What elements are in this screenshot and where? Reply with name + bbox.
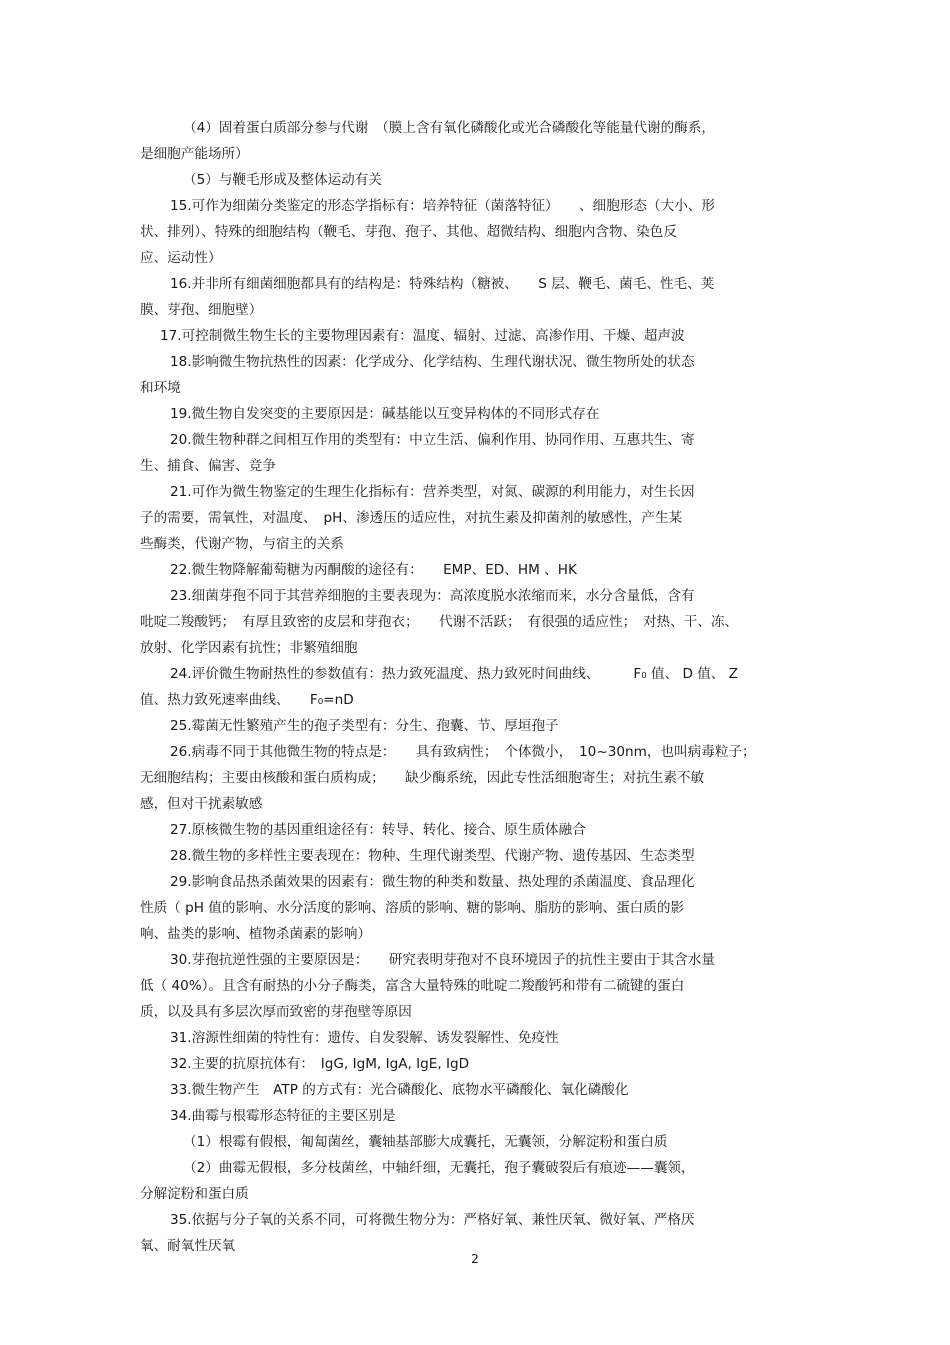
text-line: 感，但对干扰素敏感 (140, 796, 263, 812)
text-line: 放射、化学因素有抗性；非繁殖细胞 (140, 640, 358, 656)
text-line: 质，以及具有多层次厚而致密的芽孢壁等原因 (140, 1004, 412, 1020)
text-line: 吡啶二羧酸钙； 有厚且致密的皮层和芽孢衣； 代谢不活跃； 有很强的适应性； 对热、干、冻、 (140, 614, 739, 630)
text-line: 生、捕食、偏害、竞争 (140, 458, 276, 474)
text-line: 分解淀粉和蛋白质 (140, 1186, 249, 1202)
text-line: 29.影响食品热杀菌效果的因素有：微生物的种类和数量、热处理的杀菌温度、食品理化 (170, 874, 695, 890)
text-line: （2）曲霉无假根，多分枝菌丝，中轴纤细，无囊托，孢子囊破裂后有痕迹——囊领， (183, 1160, 695, 1176)
text-line: 34.曲霉与根霉形态特征的主要区别是 (170, 1108, 396, 1124)
text-line: 和环境 (140, 380, 181, 396)
text-line: 15.可作为细菌分类鉴定的形态学指标有：培养特征（菌落特征） 、细胞形态（大小、形 (170, 198, 715, 214)
text-line: 是细胞产能场所） (140, 146, 249, 162)
text-line: 23.细菌芽孢不同于其营养细胞的主要表现为：高浓度脱水浓缩而来，水分含量低，含有 (170, 588, 695, 604)
text-line: 17.可控制微生物生长的主要物理因素有：温度、辐射、过滤、高渗作用、干燥、超声波 (160, 328, 685, 344)
document-body (140, 116, 840, 1260)
text-line: （4）固着蛋白质部分参与代谢 （膜上含有氧化磷酸化或光合磷酸化等能量代谢的酶系， (183, 120, 716, 136)
text-line: 27.原核微生物的基因重组途径有：转导、转化、接合、原生质体融合 (170, 822, 586, 838)
text-line: 16.并非所有细菌细胞都具有的结构是：特殊结构（糖被、 S 层、鞭毛、菌毛、性毛、荚 (170, 276, 715, 292)
text-line: 25.霉菌无性繁殖产生的孢子类型有：分生、孢囊、节、厚垣孢子 (170, 718, 559, 734)
text-line: 33.微生物产生 ATP 的方式有：光合磷酸化、底物水平磷酸化、氧化磷酸化 (170, 1082, 629, 1098)
text-line: 性质（ pH 值的影响、水分活度的影响、溶质的影响、糖的影响、脂肪的影响、蛋白质的影 (140, 900, 685, 916)
text-line: 膜、芽孢、细胞壁） (140, 302, 263, 318)
text-line: 22.微生物降解葡萄糖为丙酮酸的途径有： EMP、ED、HM 、HK (170, 562, 577, 578)
text-line: 些酶类，代谢产物，与宿主的关系 (140, 536, 344, 552)
text-line: 35.依据与分子氧的关系不同，可将微生物分为：严格好氧、兼性厌氧、微好氧、严格厌 (170, 1212, 695, 1228)
text-line: 24.评价微生物耐热性的参数值有：热力致死温度、热力致死时间曲线、 F₀ 值、 D 值、 Z (170, 666, 739, 682)
text-line: 31.溶源性细菌的特性有：遗传、自发裂解、诱发裂解性、免疫性 (170, 1030, 559, 1046)
text-line: 氧、耐氧性厌氧 (140, 1238, 236, 1254)
text-line: 响、盐类的影响、植物杀菌素的影响） (140, 926, 372, 942)
page-number: 2 (471, 1252, 479, 1266)
text-line: 26.病毒不同于其他微生物的特点是： 具有致病性； 个体微小， 10~30nm，也叫病毒粒子； (170, 744, 756, 760)
text-line: 32.主要的抗原抗体有： IgG, IgM, IgA, IgE, IgD (170, 1056, 470, 1072)
text-line: （5）与鞭毛形成及整体运动有关 (183, 172, 382, 188)
text-line: 低（ 40%）。且含有耐热的小分子酶类，富含大量特殊的吡啶二羧酸钙和带有二硫键的蛋白 (140, 978, 685, 994)
text-line: 28.微生物的多样性主要表现在：物种、生理代谢类型、代谢产物、遗传基因、生态类型 (170, 848, 695, 864)
text-line: 19.微生物自发突变的主要原因是：碱基能以互变异构体的不同形式存在 (170, 406, 600, 422)
text-line: 子的需要，需氧性，对温度、 pH、渗透压的适应性，对抗生素及抑菌剂的敏感性，产生某 (140, 510, 683, 526)
text-line: 值、热力致死速率曲线、 F₀=nD (140, 692, 354, 708)
text-line: 应、运动性） (140, 250, 222, 266)
text-line: 30.芽孢抗逆性强的主要原因是： 研究表明芽孢对不良环境因子的抗性主要由于其含水量 (170, 952, 715, 968)
text-line: （1）根霉有假根，匍匐菌丝，囊轴基部膨大成囊托，无囊领，分解淀粉和蛋白质 (183, 1134, 668, 1150)
text-line: 18.影响微生物抗热性的因素：化学成分、化学结构、生理代谢状况、微生物所处的状态 (170, 354, 695, 370)
text-line: 21.可作为微生物鉴定的生理生化指标有：营养类型，对氮、碳源的利用能力，对生长因 (170, 484, 695, 500)
text-line: 无细胞结构；主要由核酸和蛋白质构成； 缺少酶系统，因此专性活细胞寄生；对抗生素不敏 (140, 770, 705, 786)
text-line: 20.微生物种群之间相互作用的类型有：中立生活、偏利作用、协同作用、互惠共生、寄 (170, 432, 695, 448)
text-line: 状、排列）、特殊的细胞结构（鞭毛、芽孢、孢子、其他、超微结构、细胞内含物、染色反 (140, 224, 677, 240)
